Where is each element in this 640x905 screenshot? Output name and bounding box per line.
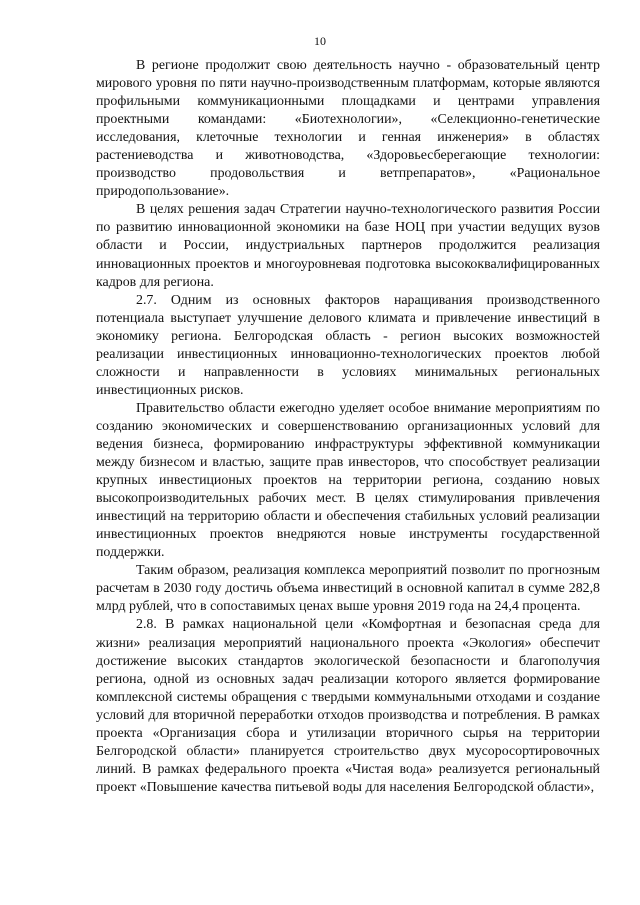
page-number: 10 [314,34,326,48]
paragraph-strategy: В целях решения задач Стратегии научно-технологического развития России по развитию инновационной экономики на базе НОЦ при участии ведущих вузов области и России, индустриальных партнеров продолжится реализация инновационных проектов и многоуровневая подготовка высококвалифицированных кадров для региона. [96,202,600,290]
paragraph-2-8: 2.8. В рамках национальной цели «Комфортная и безопасная среда для жизни» реализация мероприятий национального проекта «Экология» обеспечит достижение высоких стандартов экологической безопасности и благополучия региона, одной из основных задач реализации которого является формирование комплексной системы обращения с твердыми коммунальными отходами и создание условий для вторичной переработки отходов производства и потребления. В рамках проекта «Организация сбора и утилизации вторичного сырья на территории Белгородской области» планируется строительство двух мусоросортировочных линий. В рамках федерального проекта «Чистая вода» реализуется региональный проект «Повышение качества питьевой воды для населения Белгородской области», [96,617,600,795]
document-body [96,57,600,797]
paragraph-government: Правительство области ежегодно уделяет особое внимание мероприятиям по созданию экономических и совершенствованию организационных условий для ведения бизнеса, формированию инфраструктуры эффективной коммуникации между бизнесом и властью, защите прав инвесторов, что способствует реализации крупных инвестиционых проектов на территории региона, созданию новых высокопроизводительных рабочих мест. В целях стимулирования привлечения инвестиций на территорию области и обеспечения стабильных условий реализации инвестиционных проектов внедряются новые инструменты государственной поддержки. [96,400,600,561]
paragraph-2-7: 2.7. Одним из основных факторов наращивания производственного потенциала выступает улучшение делового климата и привлечение инвестиций в экономику региона. Белгородская область - регион высоких возможностей реализации инвестиционных инновационно-технологических проектов любой сложности и направленности в условиях минимальных региональных инвестиционных рисков. [96,292,600,398]
paragraph-investments: Таким образом, реализация комплекса мероприятий позволит по прогнозным расчетам в 2030 году достичь объема инвестиций в основной капитал в сумме 282,8 млрд рублей, что в сопоставимых ценах выше уровня 2019 года на 24,4 процента. [96,563,600,615]
paragraph-noc: В регионе продолжит свою деятельность научно - образовательный центр мирового уровня по пяти научно-производственным платформам, которые являются профильными коммуникационными площадками и центрами управления проектными командами: «Биотехнологии», «Селекционно-генетические исследования, клеточные технологии и генная инженерия» в областях растениеводства и животноводства, «Здоровьесберегающие технологии: производство продовольствия и ветпрепаратов», «Рациональное природопользование». [96,58,600,200]
